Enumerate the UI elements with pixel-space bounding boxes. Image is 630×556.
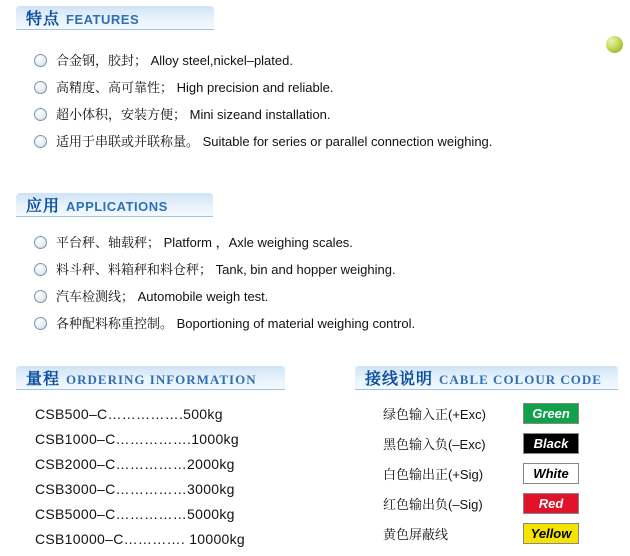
- list-item: [34, 261, 415, 278]
- colour-chip-yellow: Yellow: [523, 523, 579, 544]
- cable-colour-code-list: [383, 403, 579, 553]
- list-item: [34, 133, 492, 150]
- colour-chip-white: White: [523, 463, 579, 484]
- diamond-bullet-icon: [34, 108, 47, 121]
- table-row: [383, 403, 579, 424]
- section-title-en-ordering: ORDERING INFORMATION: [66, 372, 257, 387]
- diamond-bullet-icon: [34, 317, 47, 330]
- colour-chip-red: Red: [523, 493, 579, 514]
- list-item: [34, 79, 492, 96]
- list-item: [34, 315, 415, 332]
- list-item: CSB3000–C……………3000kg: [35, 481, 235, 497]
- list-item: [34, 234, 415, 251]
- section-title-cn-applications: 应用: [26, 198, 61, 215]
- list-item: CSB10000–C…………. 10000kg: [35, 531, 246, 547]
- diamond-bullet-icon: [34, 290, 47, 303]
- table-row: [383, 463, 579, 484]
- diamond-bullet-icon: [34, 81, 47, 94]
- section-title-en-features: FEATURES: [66, 12, 140, 27]
- list-item-label: 合金钢，胶封； Alloy steel,nickel–plated.: [56, 53, 293, 68]
- colour-chip-black: Black: [523, 433, 579, 454]
- cable-label: 白色输出正(+Sig): [383, 467, 484, 482]
- applications-list: [34, 234, 415, 342]
- list-item: [34, 52, 492, 69]
- section-title-cn-ordering: 量程: [26, 371, 61, 388]
- list-item: CSB500–C…………….500kg: [35, 406, 223, 422]
- section-title-en-applications: APPLICATIONS: [66, 199, 168, 214]
- section-title-en-cable: CABLE COLOUR CODE: [439, 372, 602, 387]
- table-row: [383, 433, 579, 454]
- section-header-ordering: [16, 366, 285, 390]
- table-row: [383, 493, 579, 514]
- list-item: CSB2000–C……………2000kg: [35, 456, 235, 472]
- list-item: CSB1000–C…………….1000kg: [35, 431, 239, 447]
- colour-chip-green: Green: [523, 403, 579, 424]
- list-item: [34, 288, 415, 305]
- section-header-cable: [355, 366, 618, 390]
- cable-label: 黑色输入负(–Exc): [383, 437, 486, 452]
- section-header-applications: [16, 193, 213, 217]
- list-item-label: 平台秤、轴载秤； Platform ，Axle weighing scales.: [56, 235, 353, 250]
- diamond-bullet-icon: [34, 263, 47, 276]
- diamond-bullet-icon: [34, 54, 47, 67]
- list-item-label: 超小体积，安装方便； Mini sizeand installation.: [56, 107, 331, 122]
- cable-label: 绿色输入正(+Exc): [383, 407, 486, 422]
- list-item-label: 各种配料称重控制。 Boportioning of material weighing control.: [56, 316, 416, 331]
- list-item: [34, 106, 492, 123]
- list-item: CSB5000–C……………5000kg: [35, 506, 235, 522]
- list-item-label: 高精度、高可靠性； High precision and reliable.: [56, 80, 334, 95]
- features-list: [34, 52, 492, 160]
- decorative-sphere: [606, 36, 623, 53]
- table-row: [383, 523, 579, 544]
- diamond-bullet-icon: [34, 135, 47, 148]
- section-title-cn-cable: 接线说明: [365, 371, 434, 388]
- section-header-features: [16, 6, 214, 30]
- ordering-information-list: [35, 406, 245, 556]
- list-item-label: 适用于串联或并联称量。 Suitable for series or parallel connection weighing.: [56, 134, 493, 149]
- cable-label: 黄色屏蔽线: [383, 527, 449, 542]
- section-title-cn-features: 特点: [26, 11, 61, 28]
- list-item-label: 汽车检测线； Automobile weigh test.: [56, 289, 269, 304]
- cable-label: 红色输出负(–Sig): [383, 497, 483, 512]
- diamond-bullet-icon: [34, 236, 47, 249]
- list-item-label: 料斗秤、料箱秤和料仓秤； Tank, bin and hopper weighing.: [56, 262, 396, 277]
